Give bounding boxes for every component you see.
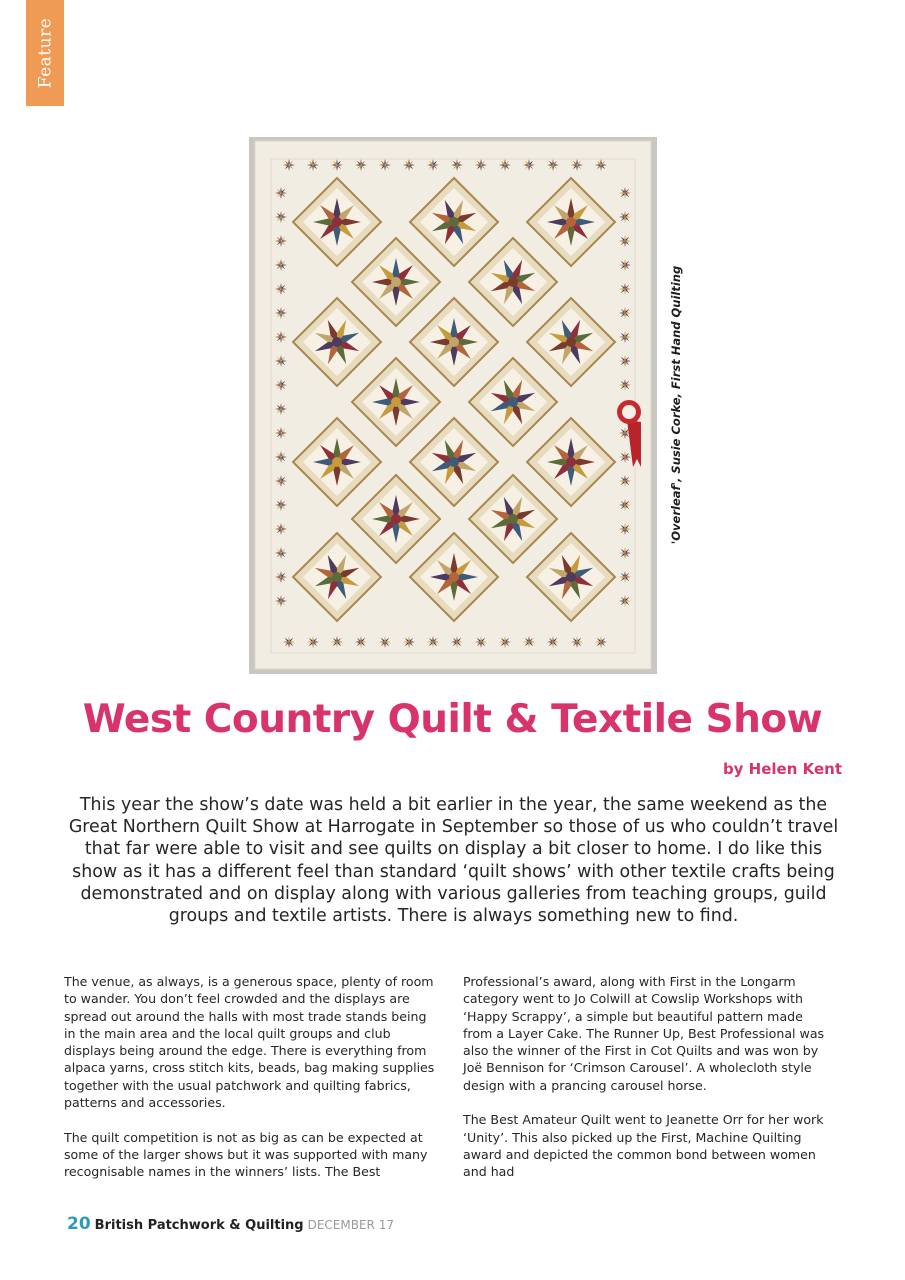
border-star — [619, 475, 631, 487]
section-tab-label: Feature — [35, 17, 55, 89]
border-star — [523, 159, 535, 171]
border-star — [355, 636, 367, 648]
border-star — [403, 636, 415, 648]
border-star — [619, 379, 631, 391]
border-star — [275, 523, 287, 535]
border-star — [499, 159, 511, 171]
border-star — [499, 636, 511, 648]
border-star — [619, 235, 631, 247]
article-title: West Country Quilt & Textile Show — [82, 697, 823, 742]
border-star — [275, 211, 287, 223]
border-star — [283, 636, 295, 648]
border-star — [475, 159, 487, 171]
border-star — [275, 187, 287, 199]
photo-credit-text: 'Overleaf', Susie Corke, First Hand Quilting — [669, 265, 683, 545]
border-star — [619, 187, 631, 199]
border-star — [275, 283, 287, 295]
border-star — [547, 159, 559, 171]
border-star — [379, 636, 391, 648]
border-star — [275, 355, 287, 367]
border-star — [619, 259, 631, 271]
border-star — [275, 475, 287, 487]
border-star — [619, 283, 631, 295]
body-column-right — [463, 973, 835, 1198]
border-star — [275, 571, 287, 583]
quilt-illustration — [249, 137, 657, 674]
issue-date: DECEMBER 17 — [307, 1218, 394, 1232]
border-star — [619, 547, 631, 559]
border-star — [331, 159, 343, 171]
border-star — [523, 636, 535, 648]
border-star — [355, 159, 367, 171]
border-star — [275, 259, 287, 271]
quilt-photo — [249, 137, 657, 674]
border-star — [275, 499, 287, 511]
border-star — [475, 636, 487, 648]
border-star — [619, 595, 631, 607]
magazine-name: British Patchwork & Quilting — [94, 1218, 304, 1233]
border-star — [283, 159, 295, 171]
border-star — [571, 636, 583, 648]
border-star — [451, 159, 463, 171]
border-star — [619, 331, 631, 343]
border-star — [451, 636, 463, 648]
border-star — [547, 636, 559, 648]
border-star — [307, 159, 319, 171]
page-footer — [67, 1214, 394, 1234]
border-star — [379, 159, 391, 171]
border-star — [275, 379, 287, 391]
border-star — [275, 595, 287, 607]
border-star — [307, 636, 319, 648]
article-standfirst: This year the show’s date was held a bit earlier in the year, the same weekend as the Great Northern Quilt Show at Harrogate in September so those of us who couldn’t travel that far were able to visit and see quilts on display a bit closer to home. I do like this show as it has a different feel than standard ‘quilt shows’ with other textile crafts being demonstrated and on display along with various galleries from teaching groups, guild groups and textile artists. There is always something new to find. — [68, 795, 839, 927]
border-star — [595, 636, 607, 648]
border-star — [275, 403, 287, 415]
border-star — [619, 523, 631, 535]
border-star — [275, 235, 287, 247]
border-star — [619, 307, 631, 319]
border-star — [275, 451, 287, 463]
border-star — [619, 571, 631, 583]
border-star — [619, 355, 631, 367]
border-star — [427, 636, 439, 648]
article-byline: by Helen Kent — [722, 760, 842, 778]
border-star — [619, 451, 631, 463]
border-star — [275, 307, 287, 319]
border-star — [619, 211, 631, 223]
border-star — [331, 636, 343, 648]
page-number: 20 — [67, 1214, 91, 1234]
border-star — [275, 427, 287, 439]
border-star — [571, 159, 583, 171]
body-column-left — [64, 973, 436, 1198]
body-paragraph: The quilt competition is not as big as can be expected at some of the larger shows but it was supported with many recognisable names in the winners’ lists. The Best — [64, 1129, 428, 1180]
body-paragraph: The Best Amateur Quilt went to Jeanette Orr for her work ‘Unity’. This also picked up the First, Machine Quilting award and depicted the common bond between women and had — [463, 1112, 824, 1180]
border-star — [275, 547, 287, 559]
border-star — [619, 499, 631, 511]
border-star — [403, 159, 415, 171]
section-tab — [26, 0, 64, 106]
border-star — [427, 159, 439, 171]
border-star — [595, 159, 607, 171]
body-paragraph: The venue, as always, is a generous space, plenty of room to wander. You don’t feel crowded and the displays are spread out around the halls with most trade stands being in the main area and the local quilt groups and club displays being around the edge. There is everything from alpaca yarns, cross stitch kits, beads, bag making supplies together with the usual patchwork and quilting fabrics, patterns and accessories. — [64, 974, 435, 1111]
border-star — [275, 331, 287, 343]
body-paragraph: Professional’s award, along with First in the Longarm category went to Jo Colwill at Cowslip Workshops with ‘Happy Scrappy’, a simple but beautiful pattern made from a Layer Cake. The Runner Up, Best Professional was also the winner of the First in Cot Quilts and was won by Joë Bennison for ‘Crimson Carousel’. A wholecloth style design with a prancing carousel horse. — [463, 974, 825, 1093]
